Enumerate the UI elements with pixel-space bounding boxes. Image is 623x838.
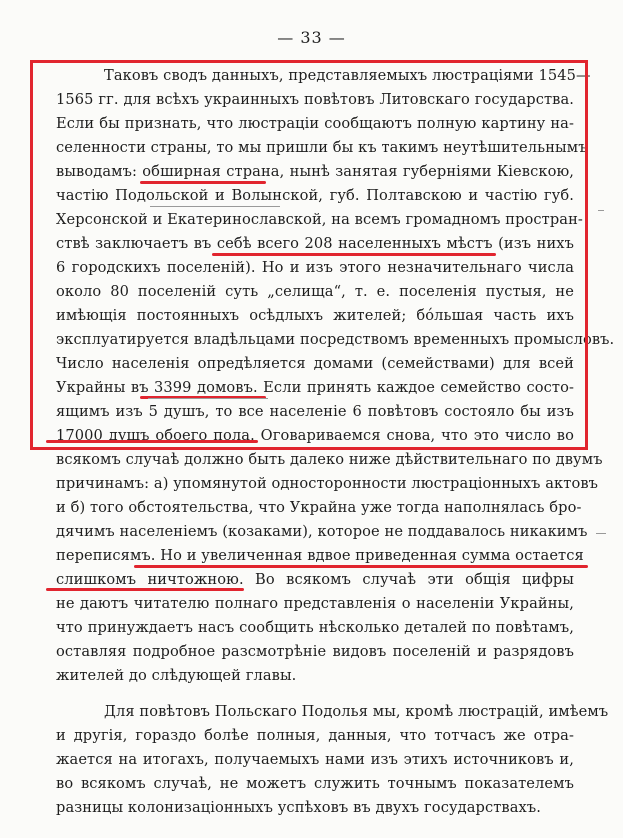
text-line: Таковъ сводъ данныхъ, представляемыхъ люстраціями 1545—: [104, 67, 591, 84]
text-line: слишкомъ ничтожною. Во всякомъ случаѣ эти общія цифры: [56, 571, 574, 588]
text-line: и другія, гораздо болѣе полныя, данныя, что тотчасъ же отра-: [56, 727, 574, 744]
pencil-mark: [598, 210, 604, 211]
underline-annotation: [140, 181, 266, 184]
text-line: частію Подольской и Волынской, губ. Полтавскою и частію губ.: [56, 187, 574, 204]
underline-annotation: [46, 440, 258, 443]
text-line: ствѣ заключаетъ въ себѣ всего 208 населенныхъ мѣстъ (изъ нихъ: [56, 235, 574, 252]
text-line: Украйны въ 3399 домовъ. Если принять каждое семейство состо-: [56, 379, 574, 396]
pencil-mark: [596, 533, 606, 534]
text-line: 6 городскихъ поселеній). Но и изъ этого незначительнаго числа: [56, 259, 574, 276]
text-line: во всякомъ случаѣ, не можетъ служить точнымъ показателемъ: [56, 775, 574, 792]
text-line: не даютъ читателю полнаго представленія о населеніи Украйны,: [56, 595, 574, 612]
page-number-header: — 33 —: [277, 28, 346, 47]
text-line: жителей до слѣдующей главы.: [56, 667, 297, 684]
text-line: около 80 поселеній суть „селища“, т. е. поселенія пустыя, не: [56, 283, 574, 300]
text-line: Херсонской и Екатеринославской, на всемъ громадномъ простран-: [56, 211, 583, 228]
underline-annotation: [46, 588, 244, 591]
text-line: 1565 гг. для всѣхъ украинныхъ повѣтовъ Литовскаго государства.: [56, 91, 574, 108]
text-line: выводамъ: обширная страна, нынѣ занятая губерніями Кіевскою,: [56, 163, 574, 180]
text-line: дячимъ населеніемъ (козаками), которое не поддавалось никакимъ: [56, 523, 588, 540]
text-line: оставляя подробное разсмотрѣніе видовъ поселеній и разрядовъ: [56, 643, 574, 660]
pencil-mark: [148, 398, 268, 399]
text-line: что принуждаетъ насъ сообщить нѣсколько деталей по повѣтамъ,: [56, 619, 574, 636]
text-line: переписямъ. Но и увеличенная вдвое приведенная сумма остается: [56, 547, 584, 564]
text-line: причинамъ: а) упомянутой односторонности люстраціонныхъ актовъ: [56, 475, 599, 492]
text-line: эксплуатируется владѣльцами посредствомъ временныхъ промысловъ.: [56, 331, 615, 348]
text-line: Для повѣтовъ Польскаго Подолья мы, кромѣ люстрацій, имѣемъ: [104, 703, 609, 720]
pencil-mark: [150, 206, 280, 207]
text-line: разницы колонизаціонныхъ успѣховъ въ двухъ государствахъ.: [56, 799, 541, 816]
underline-annotation: [212, 253, 496, 256]
text-line: ящимъ изъ 5 душъ, то все населеніе 6 повѣтовъ состояло бы изъ: [56, 403, 574, 420]
text-line: 17000 душъ обоего пола. Оговариваемся снова, что это число во: [56, 427, 574, 444]
underline-annotation: [134, 565, 588, 568]
text-line: жается на итогахъ, получаемыхъ нами изъ этихъ источниковъ и,: [56, 751, 574, 768]
text-line: Число населенія опредѣляется домами (семействами) для всей: [56, 355, 574, 372]
text-line: селенности страны, то мы пришли бы къ такимъ неутѣшительнымъ: [56, 139, 588, 156]
text-line: и б) того обстоятельства, что Украйна уже тогда наполнялась бро-: [56, 499, 582, 516]
text-line: Если бы признать, что люстраціи сообщаютъ полную картину на-: [56, 115, 574, 132]
text-line: всякомъ случаѣ должно быть далеко ниже дѣйствительнаго по двумъ: [56, 451, 603, 468]
text-line: имѣющія постоянныхъ осѣдлыхъ жителей; бóльшая часть ихъ: [56, 307, 574, 324]
